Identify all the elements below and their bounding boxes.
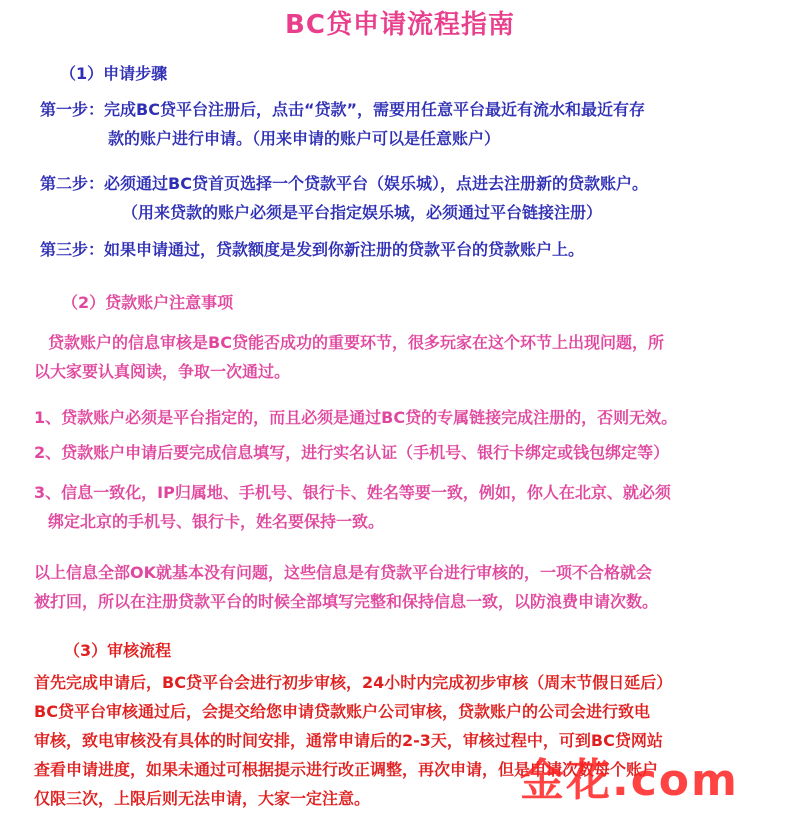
step1-line1: 第一步：完成BC贷平台注册后，点击“贷款”，需要用任意平台最近有流水和最近有存	[40, 100, 645, 119]
page-title: BC贷申请流程指南	[285, 10, 515, 40]
section2-summary-line2: 被打回，所以在注册贷款平台的时候全部填写完整和保持信息一致，以防浪费申请次数。	[34, 592, 659, 611]
section3-heading: （3）审核流程	[64, 641, 172, 660]
step2-line1: 第二步：必须通过BC贷首页选择一个贷款平台（娱乐城），点进去注册新的贷款账户。	[40, 174, 648, 193]
section3-line5: 仅限三次，上限后则无法申请，大家一定注意。	[34, 789, 371, 808]
section2-intro-line1: 贷款账户的信息审核是BC贷能否成功的重要环节，很多玩家在这个环节上出现问题，所	[48, 333, 664, 352]
section2-item3-line1: 3、信息一致化，IP归属地、手机号、银行卡、姓名等要一致，例如，你人在北京、就必须	[34, 483, 671, 502]
section2-item3-line2: 绑定北京的手机号、银行卡，姓名要保持一致。	[48, 512, 385, 531]
section2-intro-line2: 以大家要认真阅读，争取一次通过。	[34, 362, 291, 381]
step2-line2: （用来贷款的账户必须是平台指定娱乐城，必须通过平台链接注册）	[122, 203, 603, 222]
section2-item2: 2、贷款账户申请后要完成信息填写，进行实名认证（手机号、银行卡绑定或钱包绑定等）	[34, 443, 670, 462]
section2-summary-line1: 以上信息全部OK就基本没有问题，这些信息是有贷款平台进行审核的，一项不合格就会	[34, 563, 653, 582]
section1-heading: （1）申请步骤	[60, 64, 168, 83]
section3-line1: 首先完成申请后，BC贷平台会进行初步审核，24小时内完成初步审核（周末节假日延后）	[34, 673, 673, 692]
step1-line2: 款的账户进行申请。（用来申请的账户可以是任意账户）	[108, 129, 501, 148]
section3-line2: BC贷平台审核通过后，会提交给您申请贷款账户公司审核，贷款账户的公司会进行致电	[34, 702, 650, 721]
section3-line3: 审核，致电审核没有具体的时间安排，通常申请后的2-3天，审核过程中，可到BC贷网站	[34, 731, 663, 750]
step3-line1: 第三步：如果申请通过，贷款额度是发到你新注册的贷款平台的贷款账户上。	[40, 240, 585, 259]
watermark-logo: 金花.com	[520, 755, 739, 806]
section3-line4: 查看申请进度，如果未通过可根据提示进行改正调整，再次申请，但是申请次数每个账户	[34, 760, 659, 779]
section2-heading: （2）贷款账户注意事项	[62, 293, 234, 312]
section2-item1: 1、贷款账户必须是平台指定的，而且必须是通过BC贷的专属链接完成注册的，否则无效。	[34, 408, 678, 427]
